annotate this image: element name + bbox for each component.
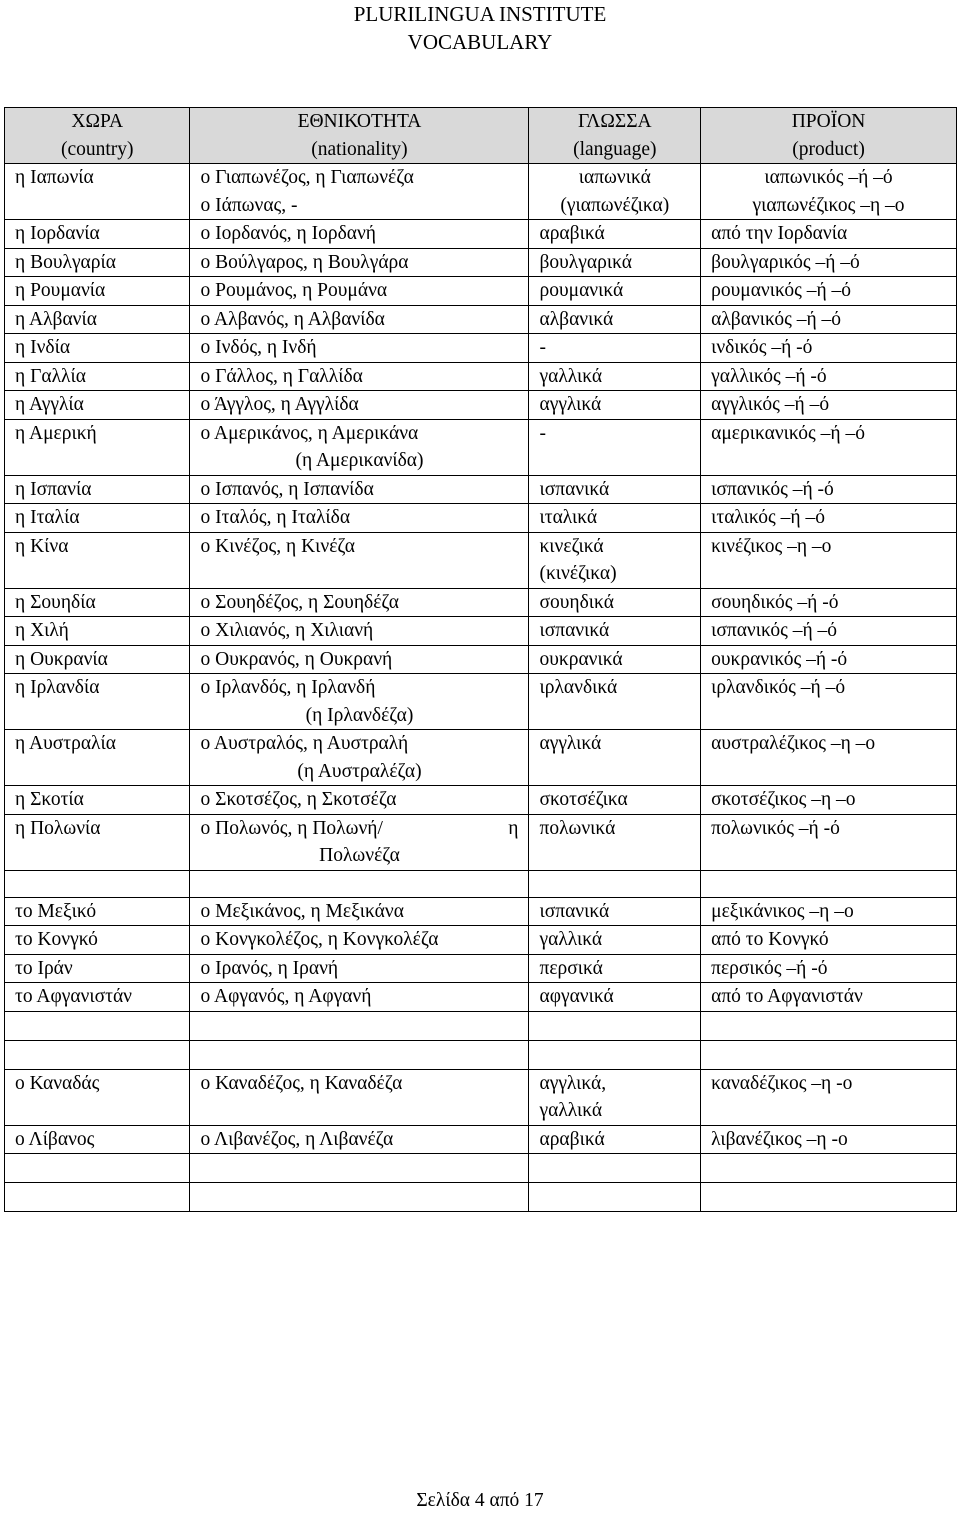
cell-country: η Αυστραλία	[5, 730, 190, 786]
cell-nationality: ο Ρουμάνος, η Ρουμάνα	[190, 277, 529, 306]
cell-language: αφγανικά	[529, 983, 701, 1012]
cell-product: αμερικανικός –ή –ό	[701, 419, 957, 475]
cell-nationality: ο Αφγανός, η Αφγανή	[190, 983, 529, 1012]
cell-language: -	[529, 419, 701, 475]
cell-country: το Μεξικό	[5, 897, 190, 926]
cell-language: -	[529, 334, 701, 363]
table-row	[5, 504, 957, 533]
cell-product: ιταλικός –ή –ό	[701, 504, 957, 533]
cell-language: αραβικά	[529, 1125, 701, 1154]
cell-product: κινέζικος –η –ο	[701, 532, 957, 588]
table-row	[5, 617, 957, 646]
table-row	[5, 362, 957, 391]
cell-language: βουλγαρικά	[529, 248, 701, 277]
cell-nationality: ο Μεξικάνος, η Μεξικάνα	[190, 897, 529, 926]
cell-nationality: ο Ιρανός, η Ιρανή	[190, 954, 529, 983]
cell-nationality: ο Αλβανός, η Αλβανίδα	[190, 305, 529, 334]
table-row	[5, 786, 957, 815]
table-row	[5, 983, 957, 1012]
cell-country: η Ινδία	[5, 334, 190, 363]
institute-name: PLURILINGUA INSTITUTE	[353, 2, 607, 26]
cell-language: ιαπωνικά (γιαπωνέζικα)	[529, 164, 701, 220]
cell-nationality: ο Κινέζος, η Κινέζα	[190, 532, 529, 588]
cell-product: ιαπωνικός –ή –ό γιαπωνέζικος –η –ο	[701, 164, 957, 220]
cell-product: αλβανικός –ή –ό	[701, 305, 957, 334]
table-row	[5, 391, 957, 420]
cell-country: ο Καναδάς	[5, 1069, 190, 1125]
cell-product: σκοτσέζικος –η –ο	[701, 786, 957, 815]
cell-nationality: ο Αυστραλός, η Αυστραλή (η Αυστραλέζα)	[190, 730, 529, 786]
cell-country: η Αγγλία	[5, 391, 190, 420]
cell-country: η Ιταλία	[5, 504, 190, 533]
column-header-nationality: ΕΘΝΙΚΟΤΗΤΑ (nationality)	[190, 108, 529, 164]
table-separator	[5, 870, 957, 897]
cell-language: ισπανικά	[529, 475, 701, 504]
cell-country: το Κονγκό	[5, 926, 190, 955]
table-body-group-b	[5, 897, 957, 1011]
cell-country: η Αλβανία	[5, 305, 190, 334]
cell-country: η Ιρλανδία	[5, 674, 190, 730]
table-row	[5, 1125, 957, 1154]
table-separator	[5, 1011, 957, 1069]
document-title: VOCABULARY	[407, 30, 553, 54]
cell-product: περσικός –ή -ό	[701, 954, 957, 983]
cell-nationality: ο Βούλγαρος, η Βουλγάρα	[190, 248, 529, 277]
table-row	[5, 475, 957, 504]
cell-product: από την Ιορδανία	[701, 220, 957, 249]
column-header-product: ΠΡΟΪΟΝ (product)	[701, 108, 957, 164]
cell-language: πολωνικά	[529, 814, 701, 870]
cell-product: ρουμανικός –ή –ό	[701, 277, 957, 306]
table-header-row	[5, 108, 957, 164]
cell-product: πολωνικός –ή -ό	[701, 814, 957, 870]
cell-product: αυστραλέζικος –η –ο	[701, 730, 957, 786]
table-body-group-a	[5, 164, 957, 871]
column-header-language: ΓΛΩΣΣΑ (language)	[529, 108, 701, 164]
table-row	[5, 248, 957, 277]
cell-country: η Ιαπωνία	[5, 164, 190, 220]
table-row	[5, 954, 957, 983]
cell-nationality: ο Σουηδέζος, η Σουηδέζα	[190, 588, 529, 617]
cell-language: αγγλικά, γαλλικά	[529, 1069, 701, 1125]
cell-nationality: ο Χιλιανός, η Χιλιανή	[190, 617, 529, 646]
page-number: Σελίδα 4 από 17	[416, 1490, 544, 1511]
table-row	[5, 730, 957, 786]
table-row	[5, 645, 957, 674]
table-row	[5, 674, 957, 730]
cell-product: ιρλανδικός –ή –ό	[701, 674, 957, 730]
cell-country: η Βουλγαρία	[5, 248, 190, 277]
table-row	[5, 588, 957, 617]
cell-language: ιρλανδικά	[529, 674, 701, 730]
cell-nationality: ο Αμερικάνος, η Αμερικάνα (η Αμερικανίδα)	[190, 419, 529, 475]
cell-product: από το Κονγκό	[701, 926, 957, 955]
table-body-group-c	[5, 1069, 957, 1154]
cell-language: ουκρανικά	[529, 645, 701, 674]
cell-product: από το Αφγανιστάν	[701, 983, 957, 1012]
table-row	[5, 897, 957, 926]
table-row-blank	[5, 1183, 957, 1212]
cell-country: η Γαλλία	[5, 362, 190, 391]
column-header-country: ΧΩΡΑ (country)	[5, 108, 190, 164]
cell-nationality: ο Ινδός, η Ινδή	[190, 334, 529, 363]
cell-product: καναδέζικος –η -ο	[701, 1069, 957, 1125]
cell-country: η Αμερική	[5, 419, 190, 475]
table-row	[5, 1069, 957, 1125]
cell-country: ο Λίβανος	[5, 1125, 190, 1154]
cell-product: ισπανικός –ή -ό	[701, 475, 957, 504]
cell-country: το Αφγανιστάν	[5, 983, 190, 1012]
cell-country: η Ιορδανία	[5, 220, 190, 249]
cell-language: αγγλικά	[529, 391, 701, 420]
cell-nationality: ο Καναδέζος, η Καναδέζα	[190, 1069, 529, 1125]
cell-language: ισπανικά	[529, 617, 701, 646]
cell-language: γαλλικά	[529, 362, 701, 391]
cell-language: κινεζικά (κινέζικα)	[529, 532, 701, 588]
cell-language: ρουμανικά	[529, 277, 701, 306]
table-row-blank	[5, 1011, 957, 1040]
cell-product: ινδικός –ή -ό	[701, 334, 957, 363]
cell-language: γαλλικά	[529, 926, 701, 955]
cell-country: η Χιλή	[5, 617, 190, 646]
cell-language: σουηδικά	[529, 588, 701, 617]
cell-product: σουηδικός –ή -ό	[701, 588, 957, 617]
cell-nationality: ο Γάλλος, η Γαλλίδα	[190, 362, 529, 391]
cell-language: αγγλικά	[529, 730, 701, 786]
cell-product: βουλγαρικός –ή –ό	[701, 248, 957, 277]
table-row	[5, 926, 957, 955]
table-row-blank	[5, 1040, 957, 1069]
table-separator	[5, 1154, 957, 1212]
cell-country: η Κίνα	[5, 532, 190, 588]
cell-nationality: ο Ιρλανδός, η Ιρλανδή (η Ιρλανδέζα)	[190, 674, 529, 730]
cell-country: η Ουκρανία	[5, 645, 190, 674]
cell-country: η Ισπανία	[5, 475, 190, 504]
cell-nationality: ο Πολωνός, η Πολωνή/ η Πολωνέζα	[190, 814, 529, 870]
cell-nationality: ο Άγγλος, η Αγγλίδα	[190, 391, 529, 420]
cell-nationality: ο Σκοτσέζος, η Σκοτσέζα	[190, 786, 529, 815]
cell-language: αραβικά	[529, 220, 701, 249]
table-row	[5, 814, 957, 870]
table-row	[5, 419, 957, 475]
vocabulary-table	[4, 107, 957, 1212]
table-row	[5, 220, 957, 249]
cell-country: η Πολωνία	[5, 814, 190, 870]
cell-language: ιταλικά	[529, 504, 701, 533]
table-row	[5, 277, 957, 306]
cell-product: λιβανέζικος –η -ο	[701, 1125, 957, 1154]
cell-nationality: ο Λιβανέζος, η Λιβανέζα	[190, 1125, 529, 1154]
cell-language: αλβανικά	[529, 305, 701, 334]
cell-country: η Σκοτία	[5, 786, 190, 815]
cell-language: ισπανικά	[529, 897, 701, 926]
table-row	[5, 305, 957, 334]
table-row	[5, 334, 957, 363]
cell-product: μεξικάνικος –η –ο	[701, 897, 957, 926]
cell-country: το Ιράν	[5, 954, 190, 983]
cell-product: ουκρανικός –ή -ό	[701, 645, 957, 674]
cell-nationality: ο Ιταλός, η Ιταλίδα	[190, 504, 529, 533]
cell-product: γαλλικός –ή -ό	[701, 362, 957, 391]
cell-language: σκοτσέζικα	[529, 786, 701, 815]
cell-nationality: ο Γιαπωνέζος, η Γιαπωνέζα ο Ιάπωνας, -	[190, 164, 529, 220]
cell-country: η Σουηδία	[5, 588, 190, 617]
cell-nationality: ο Ισπανός, η Ισπανίδα	[190, 475, 529, 504]
cell-product: αγγλικός –ή –ό	[701, 391, 957, 420]
table-row	[5, 532, 957, 588]
cell-nationality: ο Κονγκολέζος, η Κονγκολέζα	[190, 926, 529, 955]
cell-product: ισπανικός –ή –ό	[701, 617, 957, 646]
table-row-blank	[5, 870, 957, 897]
table-row	[5, 164, 957, 220]
cell-nationality: ο Ιορδανός, η Ιορδανή	[190, 220, 529, 249]
cell-country: η Ρουμανία	[5, 277, 190, 306]
cell-nationality: ο Ουκρανός, η Ουκρανή	[190, 645, 529, 674]
table-row-blank	[5, 1154, 957, 1183]
cell-language: περσικά	[529, 954, 701, 983]
document-header	[0, 0, 960, 56]
